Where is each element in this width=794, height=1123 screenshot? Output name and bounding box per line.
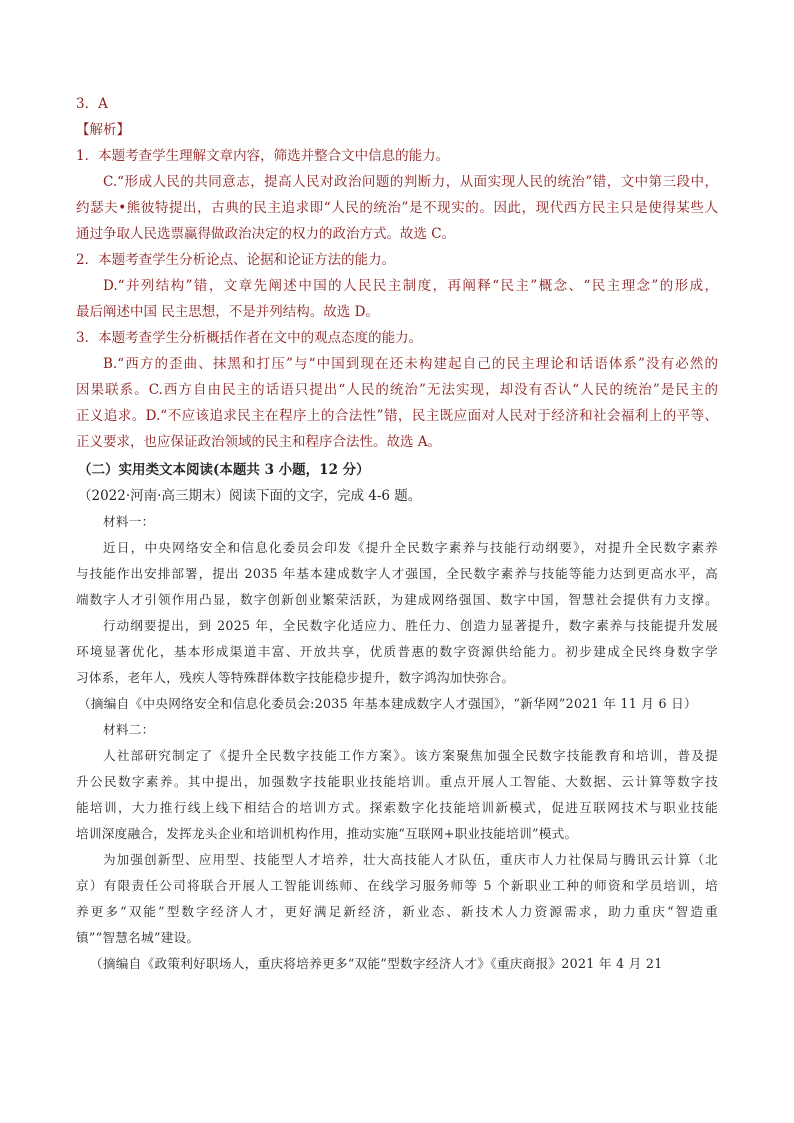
- material-2-citation: （摘编自《政策利好职场人，重庆将培养更多“双能”型数字经济人才》《重庆商报》2021 年 4 月 21: [90, 956, 663, 971]
- material-2-line-5: 为加强创新型、应用型、技能型人才培养，壮大高技能人才队伍，重庆市人力社保局与腾讯云计算（北: [103, 852, 718, 867]
- analysis-point-1-line-1: C.“形成人民的共同意志，提高人民对政治问题的判断力，从面实现人民的统治”错，文中第三段中，: [103, 174, 718, 190]
- analysis-point-3-line-1: B.“西方的歪曲、抹黑和打压”与“中国到现在还未构建起自己的民主理论和话语体系”没有必然的: [103, 356, 718, 372]
- analysis-point-3-line-4: 正义要求，也应保证政治领域的民主和程序合法性。故选 A。: [76, 434, 442, 450]
- section-source: （2022·河南·高三期末）阅读下面的文字，完成 4-6 题。: [78, 488, 422, 504]
- material-2-line-1: 人社部研究制定了《提升全民数字技能工作方案》。该方案聚焦加强全民数字技能教育和培训，普及提: [103, 748, 718, 763]
- material-1-citation: （摘编自《中央网络安全和信息化委员会:2035 年基本建成数字人才强国》，“新华网”2021 年 11 月 6 日）: [78, 696, 697, 711]
- material-2-line-6: 京）有限责任公司将联合开展人工智能训练师、在线学习服务师等 5 个新职业工种的师资和学员培训，培: [76, 878, 718, 893]
- analysis-point-3-line-2: 因果联系。C.西方自由民主的话语只提出“人民的统治”无法实现，却没有否认“人民的统治”是民主的: [76, 382, 718, 398]
- analysis-point-2: 2．本题考查学生分析论点、论据和论证方法的能力。: [76, 252, 396, 268]
- material-1-label: 材料一：: [103, 514, 155, 529]
- material-1-line-6: 习体系，老年人，残疾人等特殊群体数字技能稳步提升，数字鸿沟加快弥合。: [76, 670, 515, 685]
- analysis-point-2-line-1: D.“并列结构”错，文章先阐述中国的人民民主制度，再阐释“民主”概念、“民主理念”的形成，: [103, 278, 718, 294]
- analysis-point-3-line-3: 正义追求。D.“不应该追求民主在程序上的合法性”错，民主既应面对人民对于经济和社会福利上的平等、: [76, 408, 718, 424]
- analysis-point-3: 3．本题考查学生分析概括作者在文中的观点态度的能力。: [76, 330, 423, 346]
- material-1-line-5: 环境显著优化，基本形成渠道丰富、开放共享，优质普惠的数字资源供给能力。初步建成全民终身数字学: [76, 644, 718, 659]
- material-1-line-4: 行动纲要提出，到 2025 年，全民数字化适应力、胜任力、创造力显著提升，数字素养与技能提升发展: [103, 618, 718, 633]
- material-2-line-3: 能培训，大力推行线上线下相结合的培训方式。探索数字化技能培训新模式，促进互联网技术与职业技能: [76, 800, 718, 815]
- material-2-line-8: 镇”“智慧名城”建设。: [76, 930, 200, 945]
- analysis-point-1: 1．本题考查学生理解文章内容，筛选并整合文中信息的能力。: [76, 148, 450, 164]
- material-2-line-7: 养更多“双能”型数字经济人才，更好满足新经济，新业态、新技术人力资源需求，助力重庆“智造重: [76, 904, 718, 919]
- analysis-heading: 【解析】: [76, 122, 130, 138]
- analysis-point-1-line-2: 约瑟夫•熊彼特提出，古典的民主追求即“人民的统治”是不现实的。因此，现代西方民主只是使得某些人: [76, 200, 718, 216]
- analysis-point-2-line-2: 最后阐述中国 民主思想，不是并列结构。故选 D。: [76, 304, 379, 320]
- material-2-line-4: 培训深度融合，发挥龙头企业和培训机构作用，推动实施“互联网+职业技能培训”模式。: [76, 826, 578, 841]
- answer-number: 3．A: [76, 96, 108, 112]
- material-2-label: 材料二：: [103, 722, 155, 737]
- material-1-line-1: 近日，中央网络安全和信息化委员会印发《提升全民数字素养与技能行动纲要》，对提升全民数字素养: [103, 540, 718, 555]
- material-1-line-3: 端数字人才引领作用凸显，数字创新创业繁荣活跃，为建成网络强国、数字中国，智慧社会提供有力支撑。: [76, 592, 718, 607]
- material-2-line-2: 升公民数字素养。其中提出，加强数字技能职业技能培训。重点开展人工智能、大数据、云计算等数字技: [76, 774, 718, 789]
- material-1-line-2: 与技能作出安排部署，提出 2035 年基本建成数字人才强国，全民数字素养与技能等能力达到更高水平，高: [76, 566, 718, 581]
- section-heading: （二）实用类文本阅读(本题共 3 小题，12 分）: [78, 462, 370, 478]
- analysis-point-1-line-3: 通过争取人民选票赢得做政治决定的权力的政治方式。故选 C。: [76, 226, 456, 242]
